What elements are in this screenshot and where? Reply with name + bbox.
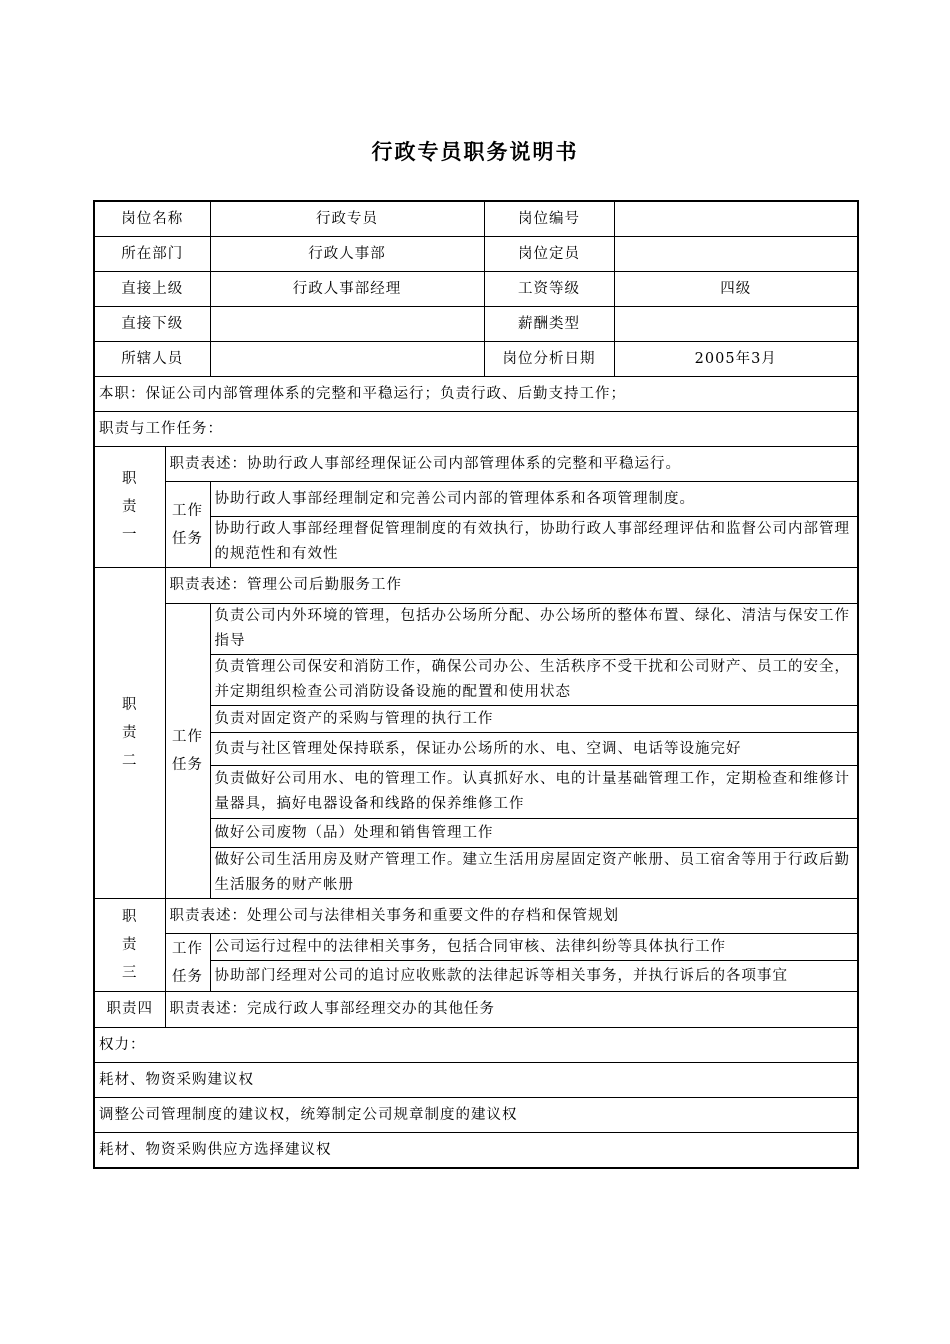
duty-2-task: 负责做好公司用水、电的管理工作。认真抓好水、电的计量基础管理工作，定期检查和维修计量器具，搞好电器设备和线路的保养维修工作 — [210, 766, 858, 819]
main-duty: 本职：保证公司内部管理体系的完整和平稳运行；负责行政、后勤支持工作； — [94, 377, 858, 412]
label-staff: 所辖人员 — [94, 342, 210, 377]
task-label: 工作任务 — [165, 482, 210, 568]
duty-3-task: 公司运行过程中的法律相关事务，包括合同审核、法律纠纷等具体执行工作 — [210, 934, 858, 961]
value-staff — [210, 342, 484, 377]
label-position-name: 岗位名称 — [94, 201, 210, 237]
duty-2-task: 做好公司废物（品）处理和销售管理工作 — [210, 819, 858, 848]
label-salary-grade: 工资等级 — [484, 272, 614, 307]
duty-2-task: 负责与社区管理处保持联系，保证办公场所的水、电、空调、电话等设施完好 — [210, 733, 858, 766]
duty-2-task: 负责对固定资产的采购与管理的执行工作 — [210, 706, 858, 733]
info-row — [94, 201, 858, 237]
info-row — [94, 272, 858, 307]
value-headcount — [614, 237, 858, 272]
task-label: 工作任务 — [165, 934, 210, 992]
duty-2-task: 做好公司生活用房及财产管理工作。建立生活用房屋固定资产帐册、员工宿舍等用于行政后勤生活服务的财产帐册 — [210, 848, 858, 899]
value-supervisor: 行政人事部经理 — [210, 272, 484, 307]
value-subordinate — [210, 307, 484, 342]
duty-2-task: 负责管理公司保安和消防工作，确保公司办公、生活秩序不受干扰和公司财产、员工的安全，并定期组织检查公司消防设备设施的配置和使用状态 — [210, 655, 858, 706]
info-row — [94, 342, 858, 377]
value-salary-grade: 四级 — [614, 272, 858, 307]
duties-header: 职责与工作任务： — [94, 412, 858, 447]
duty-1-task: 协助行政人事部经理制定和完善公司内部的管理体系和各项管理制度。 — [210, 482, 858, 517]
duty-3-description: 职责表述：处理公司与法律相关事务和重要文件的存档和保管规划 — [165, 899, 858, 934]
power-item: 耗材、物资采购建议权 — [94, 1063, 858, 1098]
task-label: 工作任务 — [165, 604, 210, 899]
label-headcount: 岗位定员 — [484, 237, 614, 272]
info-row — [94, 237, 858, 272]
duty-3-task: 协助部门经理对公司的追讨应收账款的法律起诉等相关事务，并执行诉后的各项事宜 — [210, 961, 858, 992]
duty-1-description: 职责表述：协助行政人事部经理保证公司内部管理体系的完整和平稳运行。 — [165, 447, 858, 482]
duty-4-description: 职责表述：完成行政人事部经理交办的其他任务 — [165, 992, 858, 1028]
value-department: 行政人事部 — [210, 237, 484, 272]
document-title: 行政专员职务说明书 — [371, 139, 579, 164]
duty-1-task: 协助行政人事部经理督促管理制度的有效执行，协助行政人事部经理评估和监督公司内部管理的规范性和有效性 — [210, 517, 858, 568]
info-row — [94, 307, 858, 342]
duty-3-label: 职 责 三 — [94, 899, 165, 992]
power-item: 调整公司管理制度的建议权，统筹制定公司规章制度的建议权 — [94, 1098, 858, 1133]
value-position-code — [614, 201, 858, 237]
label-analysis-date: 岗位分析日期 — [484, 342, 614, 377]
label-pay-type: 薪酬类型 — [484, 307, 614, 342]
value-pay-type — [614, 307, 858, 342]
label-subordinate: 直接下级 — [94, 307, 210, 342]
value-position-name: 行政专员 — [210, 201, 484, 237]
duty-2-task: 负责公司内外环境的管理，包括办公场所分配、办公场所的整体布置、绿化、清洁与保安工作指导 — [210, 604, 858, 655]
value-analysis-date: 2005年3月 — [614, 342, 858, 377]
label-department: 所在部门 — [94, 237, 210, 272]
duty-2-label: 职 责 二 — [94, 568, 165, 899]
job-description-table — [93, 200, 857, 1169]
power-item: 耗材、物资采购供应方选择建议权 — [94, 1133, 858, 1169]
duty-1-label: 职 责 一 — [94, 447, 165, 568]
duty-2-description: 职责表述：管理公司后勤服务工作 — [165, 568, 858, 604]
label-supervisor: 直接上级 — [94, 272, 210, 307]
label-position-code: 岗位编号 — [484, 201, 614, 237]
duty-4-label: 职责四 — [94, 992, 165, 1028]
powers-header: 权力： — [94, 1028, 858, 1063]
